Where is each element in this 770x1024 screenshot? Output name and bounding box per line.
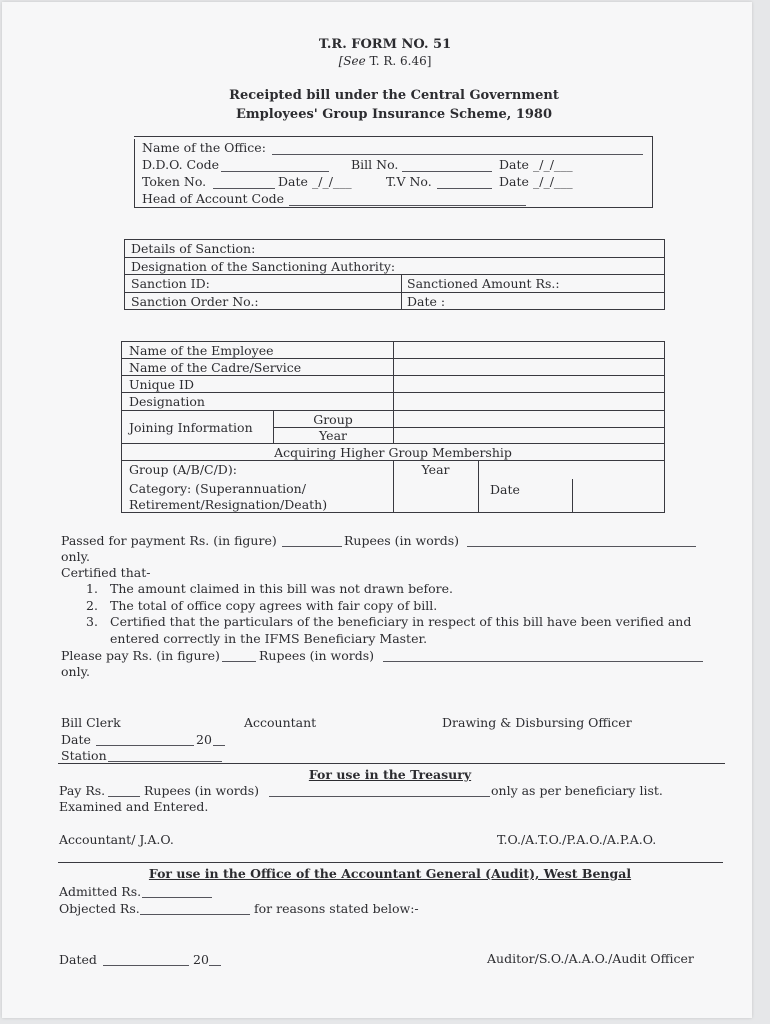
cert-item-1-num: 1. [86, 581, 98, 596]
joining-group-label: Group [313, 412, 353, 427]
cert-item-3-cont: entered correctly in the IFMS Beneficiary Master. [110, 631, 428, 646]
treasury-pay-rs-label: Pay Rs. [59, 783, 106, 798]
treasury-rupees-words-label: Rupees (in words) [144, 783, 260, 798]
cert-item-3-text: Certified that the particulars of the beneficiary in respect of this bill have been verified and [110, 614, 692, 629]
employee-name-label: Name of the Employee [129, 343, 274, 358]
token-no-field[interactable] [213, 188, 275, 189]
treasury-pay-words-field[interactable] [269, 796, 490, 797]
sanction-id-label: Sanction ID: [131, 276, 210, 291]
see-ref: T. R. 6.46] [369, 54, 432, 68]
token-no-label: Token No. [142, 174, 207, 189]
station-field[interactable] [108, 761, 222, 762]
ag-heading: For use in the Office of the Accountant General (Audit), West Bengal [148, 866, 632, 881]
only-label-2: only. [61, 664, 90, 679]
passed-rupees-words-label: Rupees (in words) [344, 533, 460, 548]
please-pay-words-label: Rupees (in words) [259, 648, 375, 663]
examined-entered-label: Examined and Entered. [59, 799, 209, 814]
sanctioning-authority-label: Designation of the Sanctioning Authority: [131, 259, 396, 274]
group-abcd-label: Group (A/B/C/D): [129, 462, 237, 477]
head-of-account-label: Head of Account Code [142, 191, 284, 206]
ag-divider [58, 862, 723, 863]
token-date-label: Date [278, 174, 308, 189]
cert-item-1-text: The amount claimed in this bill was not drawn before. [110, 581, 453, 596]
form-number: T.R. FORM NO. 51 [318, 37, 452, 52]
sign-date-label: Date [61, 732, 91, 747]
cadre-service-label: Name of the Cadre/Service [129, 360, 302, 375]
sanction-date-label: Date : [407, 294, 446, 309]
designation-label: Designation [129, 394, 205, 409]
certified-that-label: Certified that- [61, 565, 151, 580]
to-ato-label: T.O./A.T.O./P.A.O./A.P.A.O. [497, 832, 657, 847]
tv-date-field[interactable]: _/_/___ [533, 174, 573, 189]
bill-date-label: Date [499, 157, 529, 172]
tv-date-label: Date [499, 174, 529, 189]
passed-for-payment-label: Passed for payment Rs. (in figure) [61, 533, 277, 548]
cert-item-3-num: 3. [86, 614, 98, 629]
sign-year-label: 20 [196, 732, 212, 747]
unique-id-label: Unique ID [129, 377, 194, 392]
dated-year-label: 20 [193, 952, 209, 967]
tv-no-label: T.V No. [386, 174, 432, 189]
ddo-label: Drawing & Disbursing Officer [442, 715, 632, 730]
token-date-field[interactable]: _/_/___ [312, 174, 352, 189]
treasury-divider [58, 763, 725, 764]
tv-no-field[interactable] [437, 188, 492, 189]
see-prefix: [See [338, 54, 366, 68]
sanctioned-amount-label: Sanctioned Amount Rs.: [407, 276, 560, 291]
admitted-rs-field[interactable] [142, 897, 212, 898]
ddo-code-field[interactable] [221, 171, 329, 172]
only-label: only. [61, 549, 90, 564]
dated-year-field[interactable] [209, 965, 221, 966]
category-date-label: Date [490, 482, 520, 497]
form-title-line1: Receipted bill under the Central Government [229, 88, 559, 103]
see-reference [0, 54, 770, 68]
bill-no-label: Bill No. [351, 157, 399, 172]
category-label-line1: Category: (Superannuation/ [129, 481, 306, 496]
bill-no-field[interactable] [402, 171, 492, 172]
auditor-label: Auditor/S.O./A.A.O./Audit Officer [487, 951, 694, 966]
passed-amount-figure-field[interactable] [282, 546, 342, 547]
sanction-order-no-label: Sanction Order No.: [131, 294, 259, 309]
bill-clerk-label: Bill Clerk [61, 715, 121, 730]
form-title-line2: Employees' Group Insurance Scheme, 1980 [236, 107, 552, 122]
accountant-jao-label: Accountant/ J.A.O. [59, 832, 174, 847]
treasury-pay-figure-field[interactable] [108, 796, 140, 797]
sign-date-field[interactable] [96, 745, 194, 746]
please-pay-label: Please pay Rs. (in figure) [61, 648, 220, 663]
joining-year-label: Year [319, 428, 347, 443]
details-of-sanction-label: Details of Sanction: [131, 241, 256, 256]
treasury-heading: For use in the Treasury [308, 767, 472, 782]
passed-amount-words-field[interactable] [467, 546, 696, 547]
objected-rs-label: Objected Rs. [59, 901, 140, 916]
please-pay-words-field[interactable] [383, 661, 703, 662]
category-label-line2: Retirement/Resignation/Death) [129, 497, 328, 512]
dated-field[interactable] [103, 965, 189, 966]
admitted-rs-label: Admitted Rs. [59, 884, 142, 899]
cert-item-2-num: 2. [86, 598, 98, 613]
cert-item-2-text: The total of office copy agrees with fair copy of bill. [110, 598, 438, 613]
dated-label: Dated [59, 952, 97, 967]
reasons-label: for reasons stated below:- [254, 901, 419, 916]
joining-information-label: Joining Information [129, 420, 253, 435]
objected-rs-field[interactable] [140, 914, 250, 915]
acquiring-year-label: Year [421, 462, 450, 477]
accountant-label: Accountant [244, 715, 317, 730]
station-label: Station [61, 748, 107, 763]
acquiring-higher-group-label: Acquiring Higher Group Membership [274, 445, 512, 460]
ddo-code-label: D.D.O. Code [142, 157, 220, 172]
only-as-per-beneficiary-label: only as per beneficiary list. [491, 783, 663, 798]
name-of-office-field[interactable] [272, 154, 643, 155]
please-pay-figure-field[interactable] [222, 661, 256, 662]
sign-year-field[interactable] [213, 745, 225, 746]
bill-date-field[interactable]: _/_/___ [533, 157, 573, 172]
name-of-office-label: Name of the Office: [142, 140, 266, 155]
head-of-account-field[interactable] [289, 205, 526, 206]
